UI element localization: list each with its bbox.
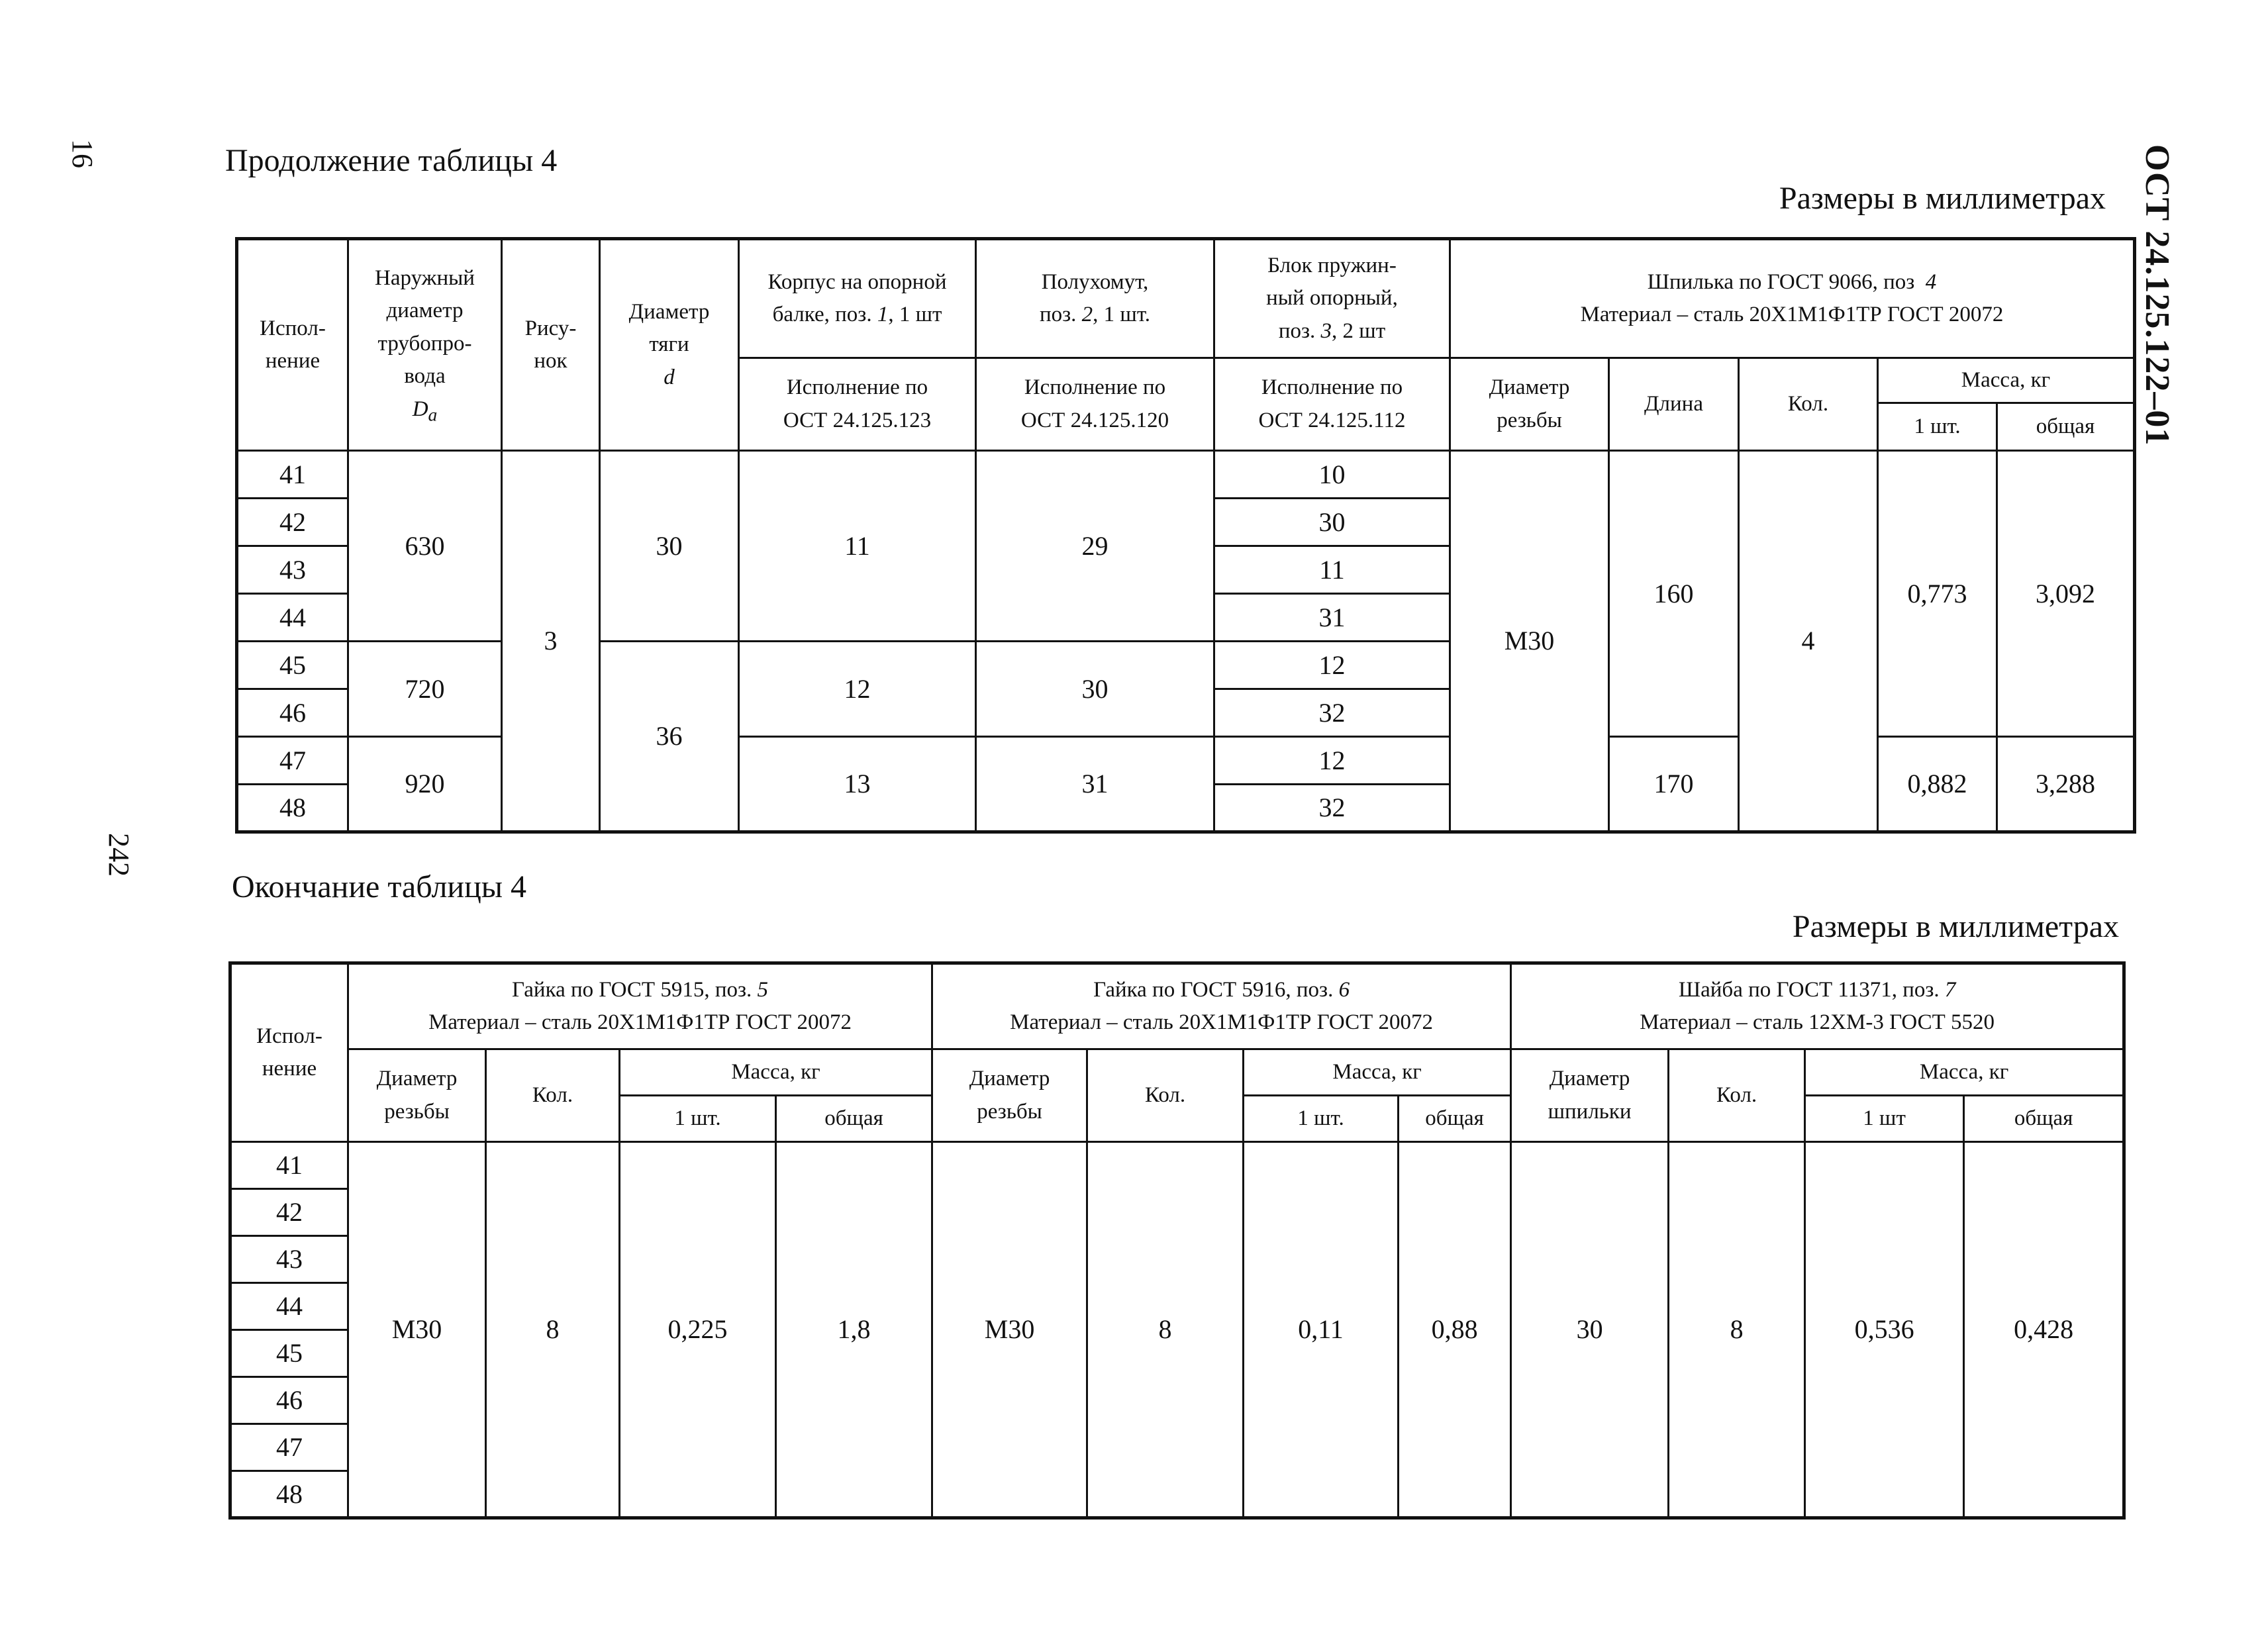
cell-outer-diameter: 720 (348, 642, 502, 737)
cell-nut-5916-mass-one: 0,11 (1244, 1142, 1399, 1518)
cell-half-clamp: 29 (976, 451, 1214, 642)
cell-spring-block: 32 (1214, 689, 1450, 737)
table-caption: Окончание таблицы 4 (232, 869, 527, 904)
table-row-id: 42 (230, 1189, 348, 1236)
cell-mass-one: 0,882 (1878, 737, 1997, 832)
cell-nut-5915-qty: 8 (486, 1142, 620, 1518)
header-mass: Масса, кг (620, 1049, 932, 1096)
cell-nut-5916-mass-total: 0,88 (1399, 1142, 1511, 1518)
table-row-id: 41 (237, 451, 348, 499)
cell-spring-block: 32 (1214, 785, 1450, 832)
cell-housing: 12 (739, 642, 976, 737)
table-row-id: 44 (230, 1283, 348, 1330)
header-rod-diameter: Диаметр тяги d (600, 239, 739, 451)
header-mass-one: 1 шт. (1878, 403, 1997, 451)
page-number: 16 (66, 139, 99, 168)
header-washer: Шайба по ГОСТ 11371, поз. 7 Материал – сталь 12ХМ-3 ГОСТ 5520 (1511, 963, 2124, 1049)
units-note: Размеры в миллиметрах (1792, 909, 2119, 944)
cell-spring-block: 12 (1214, 737, 1450, 785)
header-mass: Масса, кг (1805, 1049, 2124, 1096)
header-mass-total: общая (1997, 403, 2135, 451)
header-housing-version: Исполнение по ОСТ 24.125.123 (739, 358, 976, 451)
cell-half-clamp: 30 (976, 642, 1214, 737)
table-caption: Продолжение таблицы 4 (225, 143, 558, 178)
units-note: Размеры в миллиметрах (1779, 181, 2106, 216)
cell-length: 160 (1609, 451, 1739, 737)
header-mass-one: 1 шт. (1244, 1096, 1399, 1142)
header-figure: Рису- нок (502, 239, 600, 451)
header-housing: Корпус на опорной балке, поз. 1, 1 шт (739, 239, 976, 358)
header-length: Длина (1609, 358, 1739, 451)
header-spring-block: Блок пружин- ный опорный, поз. 3, 2 шт (1214, 239, 1450, 358)
cell-mass-one: 0,773 (1878, 451, 1997, 737)
header-stud: Шпилька по ГОСТ 9066, поз 4 Материал – сталь 20Х1М1Ф1ТР ГОСТ 20072 (1450, 239, 2135, 358)
header-ispolnenie: Испол- нение (230, 963, 348, 1142)
table-row-id: 46 (237, 689, 348, 737)
cell-spring-block: 10 (1214, 451, 1450, 499)
cell-spring-block: 11 (1214, 546, 1450, 594)
header-mass-one: 1 шт. (620, 1096, 776, 1142)
header-stud-diameter: Диаметр шпильки (1511, 1049, 1669, 1142)
header-thread-diameter: Диаметр резьбы (932, 1049, 1087, 1142)
table-row-id: 44 (237, 594, 348, 642)
header-mass-total: общая (1399, 1096, 1511, 1142)
table-row-id: 43 (237, 546, 348, 594)
header-thread-diameter: Диаметр резьбы (1450, 358, 1609, 451)
cell-thread: М30 (1450, 451, 1609, 832)
header-mass-total: общая (1964, 1096, 2124, 1142)
cell-outer-diameter: 920 (348, 737, 502, 832)
table-row-id: 41 (230, 1142, 348, 1189)
table-end (228, 961, 2126, 1520)
cell-half-clamp: 31 (976, 737, 1214, 832)
header-spring-block-version: Исполнение по ОСТ 24.125.112 (1214, 358, 1450, 451)
cell-length: 170 (1609, 737, 1739, 832)
cell-rod-diameter: 30 (600, 451, 739, 642)
cell-spring-block: 31 (1214, 594, 1450, 642)
header-mass-total: общая (776, 1096, 932, 1142)
cell-washer-qty: 8 (1669, 1142, 1805, 1518)
cell-outer-diameter: 630 (348, 451, 502, 642)
header-quantity: Кол. (1739, 358, 1878, 451)
cell-nut-5915-thread: М30 (348, 1142, 486, 1518)
cell-housing: 13 (739, 737, 976, 832)
header-half-clamp-version: Исполнение по ОСТ 24.125.120 (976, 358, 1214, 451)
header-mass: Масса, кг (1244, 1049, 1511, 1096)
table-row-id: 45 (230, 1330, 348, 1377)
header-quantity: Кол. (1669, 1049, 1805, 1142)
cell-quantity: 4 (1739, 451, 1878, 832)
table-row-id: 47 (237, 737, 348, 785)
cell-washer-mass-total: 0,428 (1964, 1142, 2124, 1518)
table-row-id: 43 (230, 1236, 348, 1283)
cell-mass-total: 3,092 (1997, 451, 2135, 737)
document-code: ОСТ 24.125.122–01 (2138, 144, 2176, 446)
header-nut-5916: Гайка по ГОСТ 5916, поз. 6 Материал – сталь 20Х1М1Ф1ТР ГОСТ 20072 (932, 963, 1511, 1049)
table-row-id: 48 (237, 785, 348, 832)
cell-housing: 11 (739, 451, 976, 642)
cell-spring-block: 12 (1214, 642, 1450, 689)
cell-nut-5915-mass-total: 1,8 (776, 1142, 932, 1518)
cell-washer-stud: 30 (1511, 1142, 1669, 1518)
cell-nut-5916-qty: 8 (1087, 1142, 1244, 1518)
table-row-id: 42 (237, 499, 348, 546)
cell-nut-5916-thread: М30 (932, 1142, 1087, 1518)
cell-spring-block: 30 (1214, 499, 1450, 546)
header-nut-5915: Гайка по ГОСТ 5915, поз. 5 Материал – сталь 20Х1М1Ф1ТР ГОСТ 20072 (348, 963, 932, 1049)
cell-mass-total: 3,288 (1997, 737, 2135, 832)
table-row-id: 45 (237, 642, 348, 689)
header-thread-diameter: Диаметр резьбы (348, 1049, 486, 1142)
cell-nut-5915-mass-one: 0,225 (620, 1142, 776, 1518)
header-outer-diameter: Наружный диаметр трубопро- вода $D_а$ (348, 239, 502, 451)
cell-figure: 3 (502, 451, 600, 832)
table-row-id: 48 (230, 1471, 348, 1518)
document-page-number: 242 (103, 833, 135, 877)
header-quantity: Кол. (486, 1049, 620, 1142)
cell-washer-mass-one: 0,536 (1805, 1142, 1964, 1518)
table-row-id: 47 (230, 1424, 348, 1471)
table-row-id: 46 (230, 1377, 348, 1424)
header-quantity: Кол. (1087, 1049, 1244, 1142)
header-half-clamp: Полухомут, поз. 2, 1 шт. (976, 239, 1214, 358)
cell-rod-diameter: 36 (600, 642, 739, 832)
header-mass-one: 1 шт (1805, 1096, 1964, 1142)
table-continuation (235, 237, 2136, 834)
header-ispolnenie: Испол- нение (237, 239, 348, 451)
header-mass: Масса, кг (1878, 358, 2135, 403)
